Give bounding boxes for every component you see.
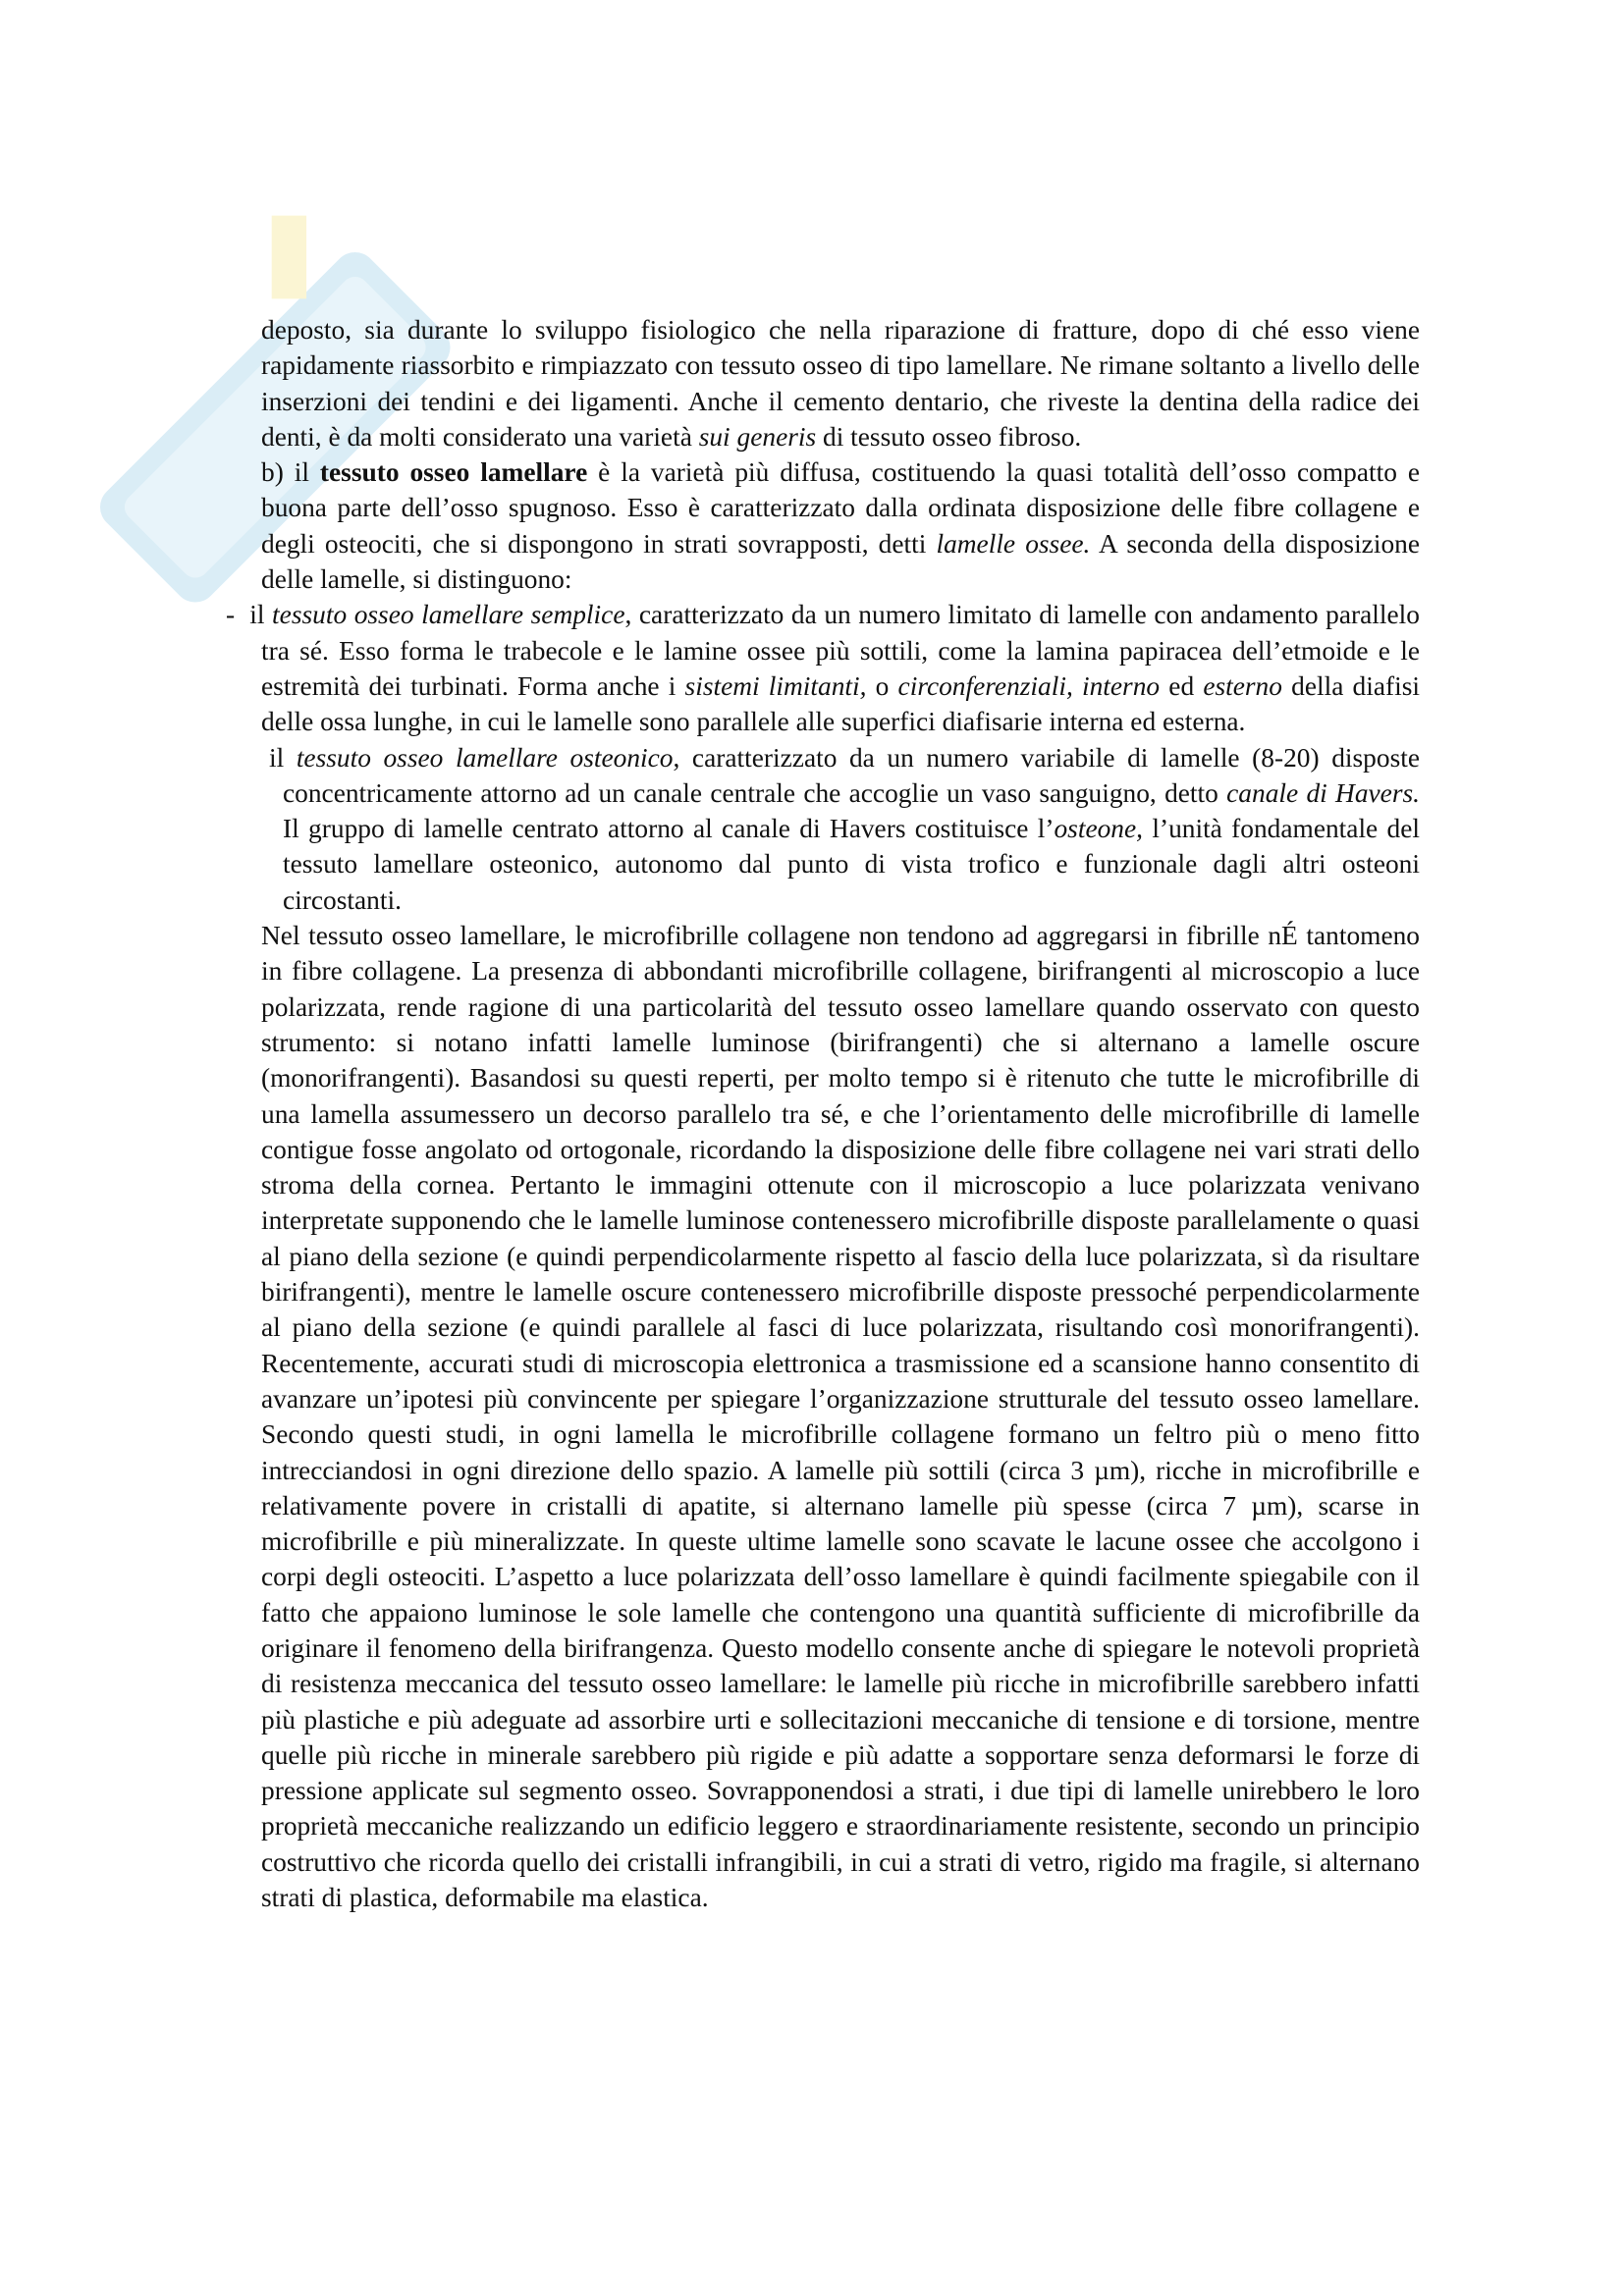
paragraph-microfibrille: Nel tessuto osseo lamellare, le microfibrille collagene non tendono ad aggregarsi in fibrille nÉ tantomeno in fibre collagene. La presenza di abbondanti microfibrille collagene, birifrangenti al microscopio a luce polarizzata, rende ragione di una particolarità del tessuto osseo lamellare quando osservato con questo strumento: si notano infatti lamelle luminose (birifrangenti) che si alternano a lamelle oscure (monorifrangenti). Basandosi su questi reperti, per molto tempo si è ritenuto che tutte le microfibrille di una lamella assumessero un decorso parallelo tra sé, e che l’orientamento delle microfibrille di lamelle contigue fosse angolato od ortogonale, ricordando la disposizione delle fibre collagene nei vari strati dello stroma della cornea. Pertanto le immagini ottenute con il microscopio a luce polarizzata venivano interpretate supponendo che le lamelle luminose contenessero microfibrille disposte parallelamente o quasi al piano della sezione (e quindi perpendicolarmente rispetto al fascio della luce polarizzata, sì da risultare birifrangenti), mentre le lamelle oscure contenessero microfibrille disposte pressoché perpendicolarmente al piano della sezione (e quindi parallele al fasci di luce polarizzata, risultando così monorifrangenti). Recentemente, accurati studi di microscopia elettronica a trasmissione ed a scansione hanno consentito di avanzare un’ipotesi più convincente per spiegare l’organizzazione strutturale del tessuto osseo lamellare. Secondo questi studi, in ogni lamella le microfibrille collagene formano un feltro più o meno fitto intrecciandosi in ogni direzione dello spazio. A lamelle più sottili (circa 3 µm), ricche in microfibrille e relativamente povere in cristalli di apatite, si alternano lamelle più spesse (circa 7 µm), scarse in microfibrille e più mineralizzate. In queste ultime lamelle sono scavate le lacune ossee che accolgono i corpi degli osteociti. L’aspetto a luce polarizzata dell’osso lamellare è quindi facilmente spiegabile con il fatto che appaiono luminose le sole lamelle che contengono una quantità sufficiente di microfibrille da originare il fenomeno della birifrangenza. Questo modello consente anche di spiegare le notevoli proprietà di resistenza meccanica del tessuto osseo lamellare: le lamelle più ricche in microfibrille sarebbero infatti più plastiche e più adeguate ad assorbire urti e sollecitazioni meccaniche di tensione e di torsione, mentre quelle più ricche in minerale sarebbero più rigide e più adatte a sopportare senza deformarsi le forze di pressione applicate sul segmento osseo. Sovrapponendosi a strati, i due tipi di lamelle unirebbero le loro proprietà meccaniche realizzando un edificio leggero e straordinariamente resistente, secondo un principio costruttivo che ricorda quello dei cristalli infrangibili, in cui a strati di vetro, rigido ma fragile, si alternano strati di plastica, deformabile ma elastica. (261, 921, 1420, 1913)
paragraph-continuation: deposto, sia durante lo sviluppo fisiologico che nella riparazione di fratture, dopo di ché esso viene rapidamente riassorbito e rimpiazzato con tessuto osseo di tipo lamellare. Ne rimane soltanto a livello delle inserzioni dei tendini e dei ligamenti. Anche il cemento dentario, che riveste la dentina della radice dei denti, è da molti considerato una varietà sui generis di tessuto osseo fibroso. (261, 315, 1420, 452)
list-item-semplice: - il tessuto osseo lamellare semplice, caratterizzato da un numero limitato di lamelle con andamento parallelo tra sé. Esso forma le trabecole e le lamine ossee più sottili, come la lamina papiracea dell’etmoide e le estremità dei turbinati. Forma anche i sistemi limitanti, o circonferenziali, interno ed esterno della diafisi delle ossa lunghe, in cui le lamelle sono parallele alle superfici diafisarie interna ed esterna. (226, 600, 1420, 737)
term-tessuto-osseo-lamellare: tessuto osseo lamellare (319, 457, 588, 488)
list-item-osteonico: il tessuto osseo lamellare osteonico, caratterizzato da un numero variabile di lamelle (8-20) disposte concentricamente attorno ad un canale centrale che accoglie un vaso sanguigno, detto canale di Havers. Il gruppo di lamelle centrato attorno al canale di Havers costituisce l’osteone, l’unità fondamentale del tessuto lamellare osteonico, autonomo dal punto di vista trofico e funzionale dagli altri osteoni circostanti. (269, 742, 1420, 915)
document-page (226, 312, 1420, 1915)
paragraph-lamellare: b) il tessuto osseo lamellare è la varietà più diffusa, costituendo la quasi totalità dell’osso compatto e buona parte dell’osso spugnoso. Esso è caratterizzato dalla ordinata disposizione delle fibre collagene e degli osteociti, che si dispongono in strati sovrapposti, detti lamelle ossee. A seconda della disposizione delle lamelle, si distinguono: (261, 457, 1420, 595)
list-bullet: - (226, 600, 236, 630)
emphasis-sui-generis: sui generis (698, 421, 817, 452)
term-lamelle-ossee: lamelle ossee. (936, 528, 1091, 559)
